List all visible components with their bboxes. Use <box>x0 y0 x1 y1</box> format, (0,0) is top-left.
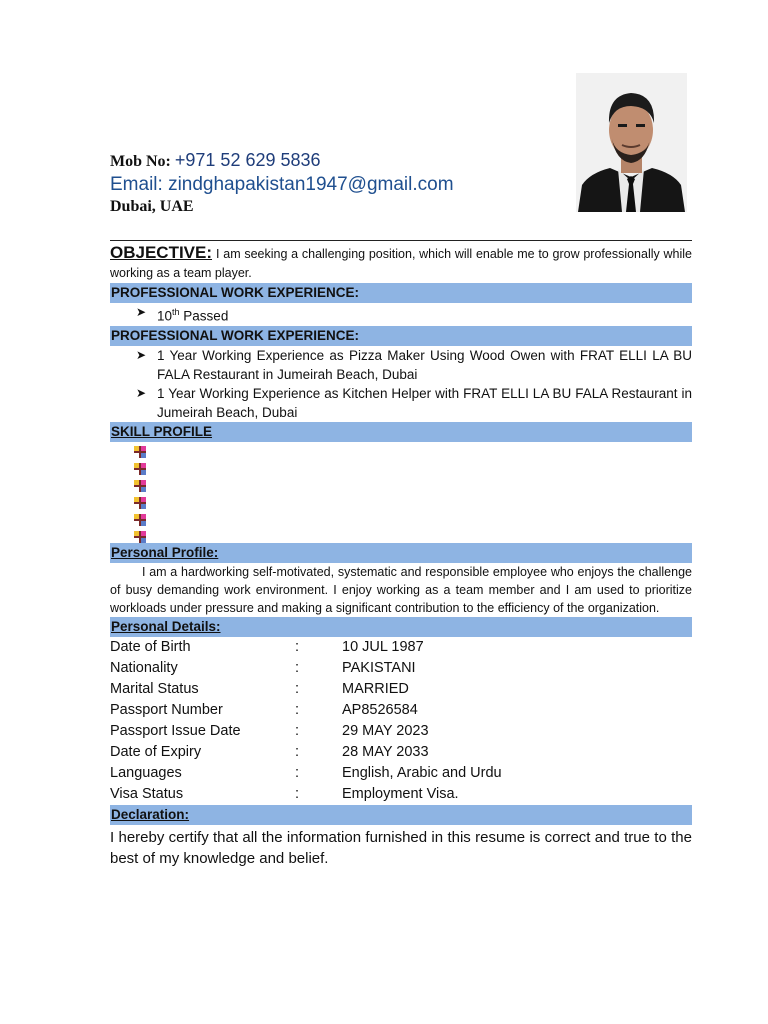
skill-bullet-icon <box>134 446 146 458</box>
declaration-label: Declaration: <box>111 806 190 822</box>
personal-details-header <box>110 617 692 637</box>
personal-profile-header <box>110 543 692 563</box>
profile-photo <box>576 73 687 212</box>
education-header: PROFESSIONAL WORK EXPERIENCE: <box>110 283 692 303</box>
table-row <box>110 721 692 742</box>
declaration-header <box>110 805 692 825</box>
table-row <box>110 700 692 721</box>
declaration-text: I hereby certify that all the information furnished in this resume is correct and true to the best of my knowledge and belief. <box>110 828 692 867</box>
objective-label: OBJECTIVE: <box>110 243 213 262</box>
detail-value: 10 JUL 1987 <box>342 638 424 655</box>
detail-label: Date of Birth <box>110 638 191 655</box>
table-row <box>110 637 692 658</box>
table-row <box>110 658 692 679</box>
skills-header <box>110 422 692 442</box>
experience-list <box>110 346 692 422</box>
table-row <box>110 784 692 805</box>
skill-bullet-icon <box>134 463 146 475</box>
skills-header-label: SKILL PROFILE <box>111 423 213 439</box>
detail-label: Visa Status <box>110 785 184 802</box>
education-grade-suffix: th <box>172 307 180 317</box>
detail-separator: : <box>295 764 300 781</box>
detail-separator: : <box>295 680 300 697</box>
detail-separator: : <box>295 722 300 739</box>
education-list <box>110 303 692 326</box>
list-item <box>110 384 692 422</box>
arrow-bullet-icon: ➤ <box>136 347 147 362</box>
detail-separator: : <box>295 785 300 802</box>
detail-value: AP8526584 <box>342 701 418 718</box>
detail-value: MARRIED <box>342 680 409 697</box>
detail-separator: : <box>295 659 300 676</box>
detail-value: Employment Visa. <box>342 785 459 802</box>
detail-label: Languages <box>110 764 182 781</box>
list-item <box>110 346 692 384</box>
objective-section <box>110 240 692 283</box>
location: Dubai, UAE <box>110 198 194 215</box>
personal-profile-text: I am a hardworking self-motivated, systematic and responsible employee who enjoys the challenge of busy demanding work environment. I enjoy working as a team member and I am used to prioritize workloads under pressure and making a significant contribution to the efficiency of the organization. <box>110 564 692 615</box>
detail-separator: : <box>295 638 300 655</box>
detail-value: 28 MAY 2033 <box>342 743 429 760</box>
detail-label: Nationality <box>110 659 178 676</box>
detail-separator: : <box>295 701 300 718</box>
education-status: Passed <box>179 308 229 324</box>
skills-list <box>110 442 692 543</box>
skill-bullet-icon <box>134 531 146 543</box>
resume-body <box>110 240 692 869</box>
arrow-bullet-icon: ➤ <box>136 385 147 400</box>
detail-label: Passport Number <box>110 701 223 718</box>
detail-label: Marital Status <box>110 680 199 697</box>
table-row <box>110 742 692 763</box>
detail-separator: : <box>295 743 300 760</box>
arrow-bullet-icon: ➤ <box>136 305 147 319</box>
detail-label: Date of Expiry <box>110 743 202 760</box>
personal-details-table <box>110 637 692 805</box>
detail-value: English, Arabic and Urdu <box>342 764 502 781</box>
objective-text: I am seeking a challenging position, which will enable me to grow professionally while working as a team player. <box>110 247 692 280</box>
mobile-label: Mob No: <box>110 153 171 170</box>
email-address[interactable]: Email: zindghapakistan1947@gmail.com <box>110 174 454 195</box>
experience-header: PROFESSIONAL WORK EXPERIENCE: <box>110 326 692 346</box>
table-row <box>110 679 692 700</box>
mobile-number-line <box>110 150 321 171</box>
experience-item-text: 1 Year Working Experience as Pizza Maker Using Wood Owen with FRAT ELLI LA BU FALA Restaurant in Jumeirah Beach, Dubai <box>157 347 692 382</box>
personal-details-label: Personal Details: <box>111 618 221 634</box>
detail-value: PAKISTANI <box>342 659 416 676</box>
list-item <box>110 303 692 326</box>
mobile-number: +971 52 629 5836 <box>174 150 321 170</box>
skill-bullet-icon <box>134 497 146 509</box>
detail-label: Passport Issue Date <box>110 722 241 739</box>
table-row <box>110 763 692 784</box>
personal-profile-label: Personal Profile: <box>111 544 219 560</box>
person-photo-illustration <box>576 73 687 212</box>
skill-bullet-icon <box>134 514 146 526</box>
experience-item-text: 1 Year Working Experience as Kitchen Helper with FRAT ELLI LA BU FALA Restaurant in Jumeirah Beach, Dubai <box>157 385 692 420</box>
skill-bullet-icon <box>134 480 146 492</box>
detail-value: 29 MAY 2023 <box>342 722 429 739</box>
education-grade: 10 <box>157 308 173 324</box>
